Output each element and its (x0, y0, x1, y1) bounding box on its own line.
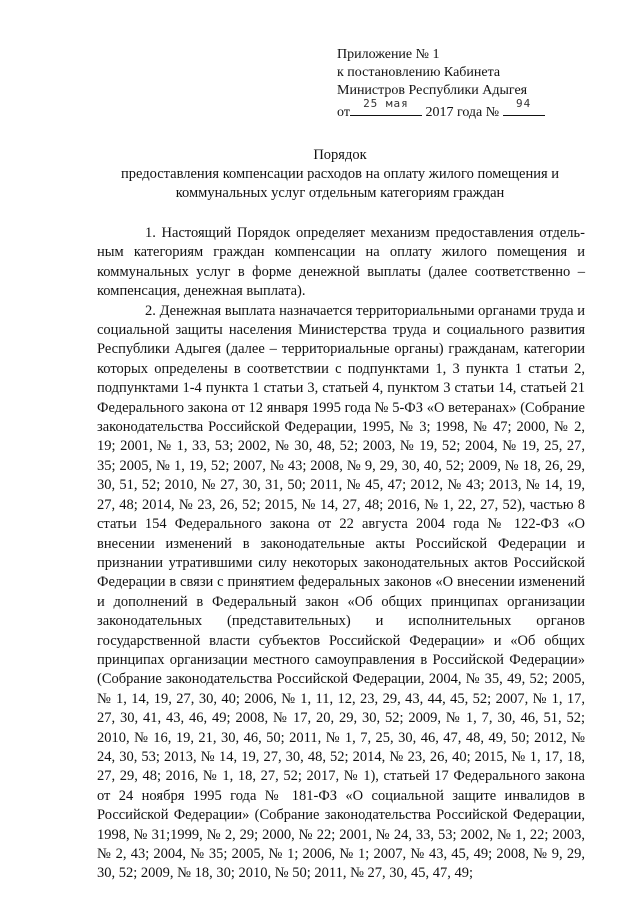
date-prefix: от (337, 105, 350, 120)
document-title (60, 146, 620, 203)
title-heading: Порядок (313, 147, 367, 163)
title-line-2: коммунальных услуг отдельным категориям граждан (175, 185, 505, 201)
appendix-date-line (337, 97, 597, 122)
number-handwritten: 94 (516, 97, 532, 110)
appendix-line-3: Министров Республики Адыгея (337, 83, 528, 98)
appendix-header (337, 46, 597, 122)
paragraph-2: 2. Денежная выплата назначается территориальными органами труда и социальной защиты населения Министерства труда и социального развития Республики Адыгея (далее – территориальные органы) гражданам, категории которых определены в соответствии с подпунктами 1, 3 пункта 1 статьи 2, подпунктами 1-4 пункта 1 статьи 3, статьей 4, пунктом 3 статьи 14, статьей 21 Федерального закона от 12 января 1995 года № 5-ФЗ «О ветеранах» (Собрание законодательства Российской Федерации, 1995, № 3; 1998, № 47; 2000, № 2, 19; 2001, № 1, 33, 53; 2002, № 30, 48, 52; 2003, № 19, 52; 2004, № 19, 25, 27, 35; 2005, № 1, 19, 52; 2007, № 43; 2008, № 9, 29, 30, 40, 52; 2009, № 18, 26, 29, 30, 51, 52; 2010, № 27, 30, 31, 50; 2011, № 45, 47; 2012, № 43; 2013, № 14, 19, 27, 48; 2014, № 23, 26, 52; 2015, № 14, 27, 48; 2016, № 1, 22, 27, 52), частью 8 статьи 154 Федерального закона от 22 августа 2004 года № 122-ФЗ «О внесении изменений в законодательные акты Российской Федерации и признании утратившими силу некоторых законодательных актов Российской Федерации в связи с принятием федеральных законов «О внесении изменений и дополнений в Федеральный закон «Об общих принципах организации законодательных (представительных) и исполнительных органов государственной власти субъектов Российской Федерации» и «Об общих принципах организации местного самоуправления в Российской Федерации» (Собрание законодательства Российской Федерации, 2004, № 35, 49, 52; 2005, № 1, 14, 19, 27, 30, 40; 2006, № 1, 11, 12, 23, 29, 43, 44, 45, 52; 2007, № 1, 17, 27, 30, 41, 43, 46, 49; 2008, № 17, 20, 29, 30, 52; 2009, № 1, 7, 30, 46, 51, 52; 2010, № 16, 19, 21, 30, 46, 50; 2011, № 1, 7, 25, 30, 46, 47, 48, 49, 50; 2012, № 24, 30, 53; 2013, № 14, 19, 27, 30, 48, 52; 2014, № 23, 26, 40; 2015, № 1, 17, 18, 27, 29, 48; 2016, № 1, 18, 27, 52; 2017, № 1), статьей 17 Федерального закона от 24 ноября 1995 года № 181-ФЗ «О социальной защите инвалидов в Российской Федерации» (Собрание законодательства Российской Федерации, 1998, № 31;1999, № 2, 29; 2000, № 22; 2001, № 24, 33, 53; 2002, № 1, 22; 2003, № 2, 43; 2004, № 35; 2005, № 1; 2006, № 1; 2007, № 43, 45, 49; 2008, № 9, 29, 30, 52; 2009, № 18, 30; 2010, № 50; 2011, № 27, 30, 45, 47, 49; (97, 302, 585, 882)
date-fill-line (350, 97, 422, 116)
appendix-line-1: Приложение № 1 (337, 47, 440, 62)
title-line-1: предоставления компенсации расходов на оплату жилого помещения и (120, 166, 560, 182)
document-body (97, 224, 585, 884)
year-text: 2017 года № (425, 105, 500, 120)
paragraph-1: 1. Настоящий Порядок определяет механизм предоставления отдельным категориям граждан компенсации на оплату жилого помещения и коммунальных услуг в форме денежной выплаты (далее соответственно – компенсация, денежная выплата). (97, 225, 585, 300)
appendix-line-2: к постановлению Кабинета (337, 65, 501, 80)
number-fill-line (503, 97, 545, 116)
date-handwritten: 25 мая (363, 97, 409, 110)
